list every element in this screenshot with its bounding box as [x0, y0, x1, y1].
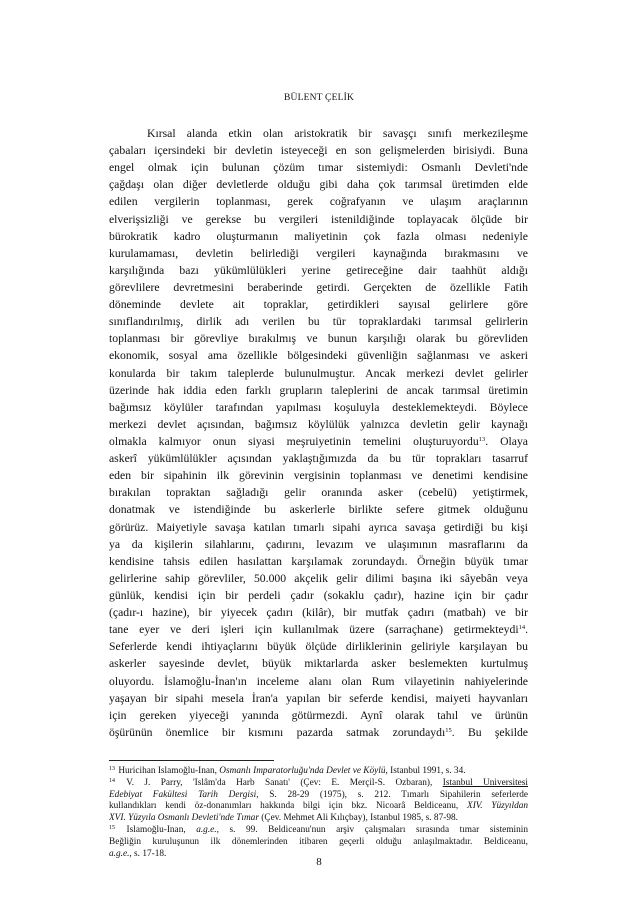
body-line: toplanması bir görevliye bırakılmış ve bunun karşılığı olarak bu görevliden — [109, 332, 528, 346]
footnote-journal-title: İstanbul Üniversitesi — [442, 777, 528, 788]
body-line: çabaları içersindeki bir devletin isteyeceği en son gelişmelerden birisiydi. Buna — [109, 144, 528, 158]
footnote-book-title: XVI. Yüzyıla Osmanlı Devleti'nde Tımar — [109, 813, 259, 824]
footnote-text: , İstanbul 1991, s. 34. — [385, 766, 466, 776]
footnote-number: 15 — [109, 824, 115, 831]
footnote-text: İslamoğlu-İnan, — [116, 824, 197, 835]
footnote-text: , s. 17-18. — [129, 848, 167, 859]
body-line-text: . Bu şekilde — [451, 725, 528, 739]
body-line — [109, 621, 528, 638]
footnote-divider — [109, 760, 274, 761]
body-line: günlük, kendisi için bir perdeli çadır (sokaklu çadır), hazine için bir çadır — [109, 588, 528, 602]
footnote-15-line: Beğliğin kuruluşunun ilk dönemlerinden itibaren geçerli olduğu anlaşılmaktadır. Beldiceanu, — [109, 836, 528, 847]
body-line-text: . Olaya — [485, 434, 528, 448]
body-line: askerler sayesinde devlet, büyük miktarlarda asker beslemekten kurtulmuş — [109, 657, 528, 671]
body-line: kurulamaması, devletin belirlediği vergileri kaynağında bırakmasını ve — [109, 246, 528, 260]
footnote-abbrev: a.g.e. — [109, 848, 130, 859]
footnote-journal-title: Edebiyat Fakültesi Tarih Dergisi — [109, 789, 257, 800]
body-line: Seferlerde kendi ihtiyaçlarını büyük ölçüde dirliklerinin geliriyle karşılayan bu — [109, 640, 528, 654]
body-line-text: . — [525, 623, 528, 637]
body-line: için gereken yiyeceği yanında götürmezdi. Aynî olarak tahıl ve ürünün — [109, 708, 528, 722]
body-line: bırakılan topraktan sağladığı gelir oranında asker (cebelü) yetiştirmek, — [109, 486, 528, 500]
body-line: görevlilere devretmesini beraberinde getirdi. Gerçekten de özellikle Fatih — [109, 280, 528, 294]
body-line: bürokratik kadro oluşturmanın maliyetinin çok fazla olması nedeniyle — [109, 229, 528, 243]
body-line: görürüz. Maiyetiyle savaşa katılan tımarlı sipahi ayrıca savaşa getirdiği bu kişi — [109, 520, 528, 534]
footnote-number: 14 — [109, 777, 115, 784]
footnotes — [109, 766, 528, 860]
footnote-text: , s. 99. Beldiceanu'nun arşiv çalışmaları sırasında tımar sisteminin — [216, 824, 528, 835]
footnote-text: kullandıkları kendi öz-donanımları hakkında bilgi için bkz. Nicoarâ Beldiceanu, — [109, 801, 468, 812]
footnote-text: Huricihan İslamoğlu-İnan, — [116, 766, 220, 776]
footnote-text: , S. 28-29 (1975), s. 212. Tımarlı Sipahilerin seferlerde — [256, 789, 528, 800]
body-line-text: olmakla kalmıyor onun siyasi meşruiyetinin temelini oluşturuyordu — [109, 434, 479, 448]
footnote-14-line — [109, 790, 528, 802]
footnote-number: 13 — [109, 766, 115, 772]
footnote-14-line — [109, 801, 528, 813]
body-line: askerî yükümlülükler açısından yaklaştığımızda da bu tür toprakları tasarruf — [109, 452, 528, 466]
body-line: merkezi devlet açısından, bağımsız köylülük yalnızca devletin gelir kaynağı — [109, 417, 528, 431]
footnote-book-title: Osmanlı İmparatorluğu'nda Devlet ve Köylü — [219, 766, 386, 776]
body-line: karşılığında bazı yükümlülükleri yerine getireceğine dair taahhüt aldığı — [109, 263, 528, 277]
footnote-book-title: XIV. Yüzyıldan — [467, 801, 528, 812]
body-line-text: öşürünün önemlice bir kısmını pazarda satmak zorundaydı — [109, 725, 446, 739]
body-line: engel olmak için bulunan çözüm tımar sistemiydi: Osmanlı Devleti'nde — [109, 161, 528, 175]
footnote-text: V. J. Parry, 'İslâm'da Harb Sanatı' (Çev: E. Merçil-S. Özbaran), — [116, 777, 443, 788]
body-line: yaşayan bir sipahi mesela İran'a yapılan bir seferde kendisi, maiyeti hayvanları — [109, 691, 528, 705]
footnote-text: (Çev. Mehmet Ali Kılıçbay), İstanbul 1985, s. 87-98. — [258, 813, 458, 824]
footnote-14-line — [109, 813, 528, 825]
running-header: BÜLENT ÇELİK — [283, 93, 355, 103]
body-line: konularda bir takım taleplerde bulunulmuştur. Ancak merkezi devlet gelirler — [109, 366, 528, 380]
body-line — [109, 433, 528, 450]
body-line: edilen vergilerin toplanması, gerek coğrafyanın ve ulaşım araçlarının — [109, 195, 528, 209]
footnote-abbrev: a.g.e. — [196, 824, 217, 835]
footnote-13 — [109, 766, 528, 778]
body-line: elverişsizliği ve gerekse bu vergileri istenildiğinde toplayacak ölçüde bir — [109, 212, 528, 226]
body-line: üzerinde hak iddia eden farklı grupların taleplerini de ancak tarımsal üretimin — [109, 383, 528, 397]
body-line: ekonomik, sosyal ama özellikle bölgesindeki güvenliğin sağlanması ve askeri — [109, 349, 528, 363]
body-line: eden bir sipahinin ilk görevinin vergisinin toplanması ve denetimi kendisine — [109, 469, 528, 483]
page-number: 8 — [316, 856, 322, 868]
body-text — [109, 125, 528, 741]
body-line: oluyordu. İslamoğlu-İnan'ın inceleme alanı olan Rum vilayetinin nahiyelerinde — [109, 674, 528, 688]
body-line: ya da kişilerin silahlarını, çadırını, levazım ve ulaşımının masraflarını da — [109, 537, 528, 551]
footnote-ref-15[interactable]: 15 — [445, 726, 452, 734]
footnote-15 — [109, 825, 528, 837]
body-line — [109, 724, 528, 741]
body-line: Kırsal alanda etkin olan aristokratik bir savaşçı sınıfı merkezileşme — [147, 127, 528, 140]
body-line: kendisine tahsis edilen hasılattan karşılamak zorundaydı. Örneğin büyük tımar — [109, 554, 528, 568]
body-line: çağdaşı olan diğer devletlerde olduğu gibi daha çok tarımsal üretimden elde — [109, 178, 528, 192]
body-line: gelirlerine sahip görevliler, 50.000 akçelik gelir dilimi başına iki sâyebân veya — [109, 571, 528, 585]
body-line-text: tane eyer ve deri işleri için kullanılmak üzere (sarraçhane) getirmekteydi — [109, 623, 519, 637]
body-line: döneminde devlete ait topraklar, getirdikleri sayısal gelirlere göre — [109, 298, 528, 312]
footnote-ref-14[interactable]: 14 — [518, 624, 526, 632]
footnote-14 — [109, 778, 528, 790]
body-line: donatmak ve istendiğinde bu askerlerle birlikte sefere gitmek olduğunu — [109, 503, 528, 517]
footnote-ref-13[interactable]: 13 — [478, 435, 486, 443]
body-line: sınıflandırılmış, dirlik adı verilen bu tür topraklardaki tarımsal gelirlerin — [109, 315, 528, 329]
body-line: bağımsız köylüler tarafından yapılması koşuluyla desteklemekteydi. Böylece — [109, 400, 528, 414]
body-line: (çadır-ı hazine), bir yiyecek çadırı (kilâr), bir mutfak çadırı (matbah) ve bir — [109, 606, 528, 620]
